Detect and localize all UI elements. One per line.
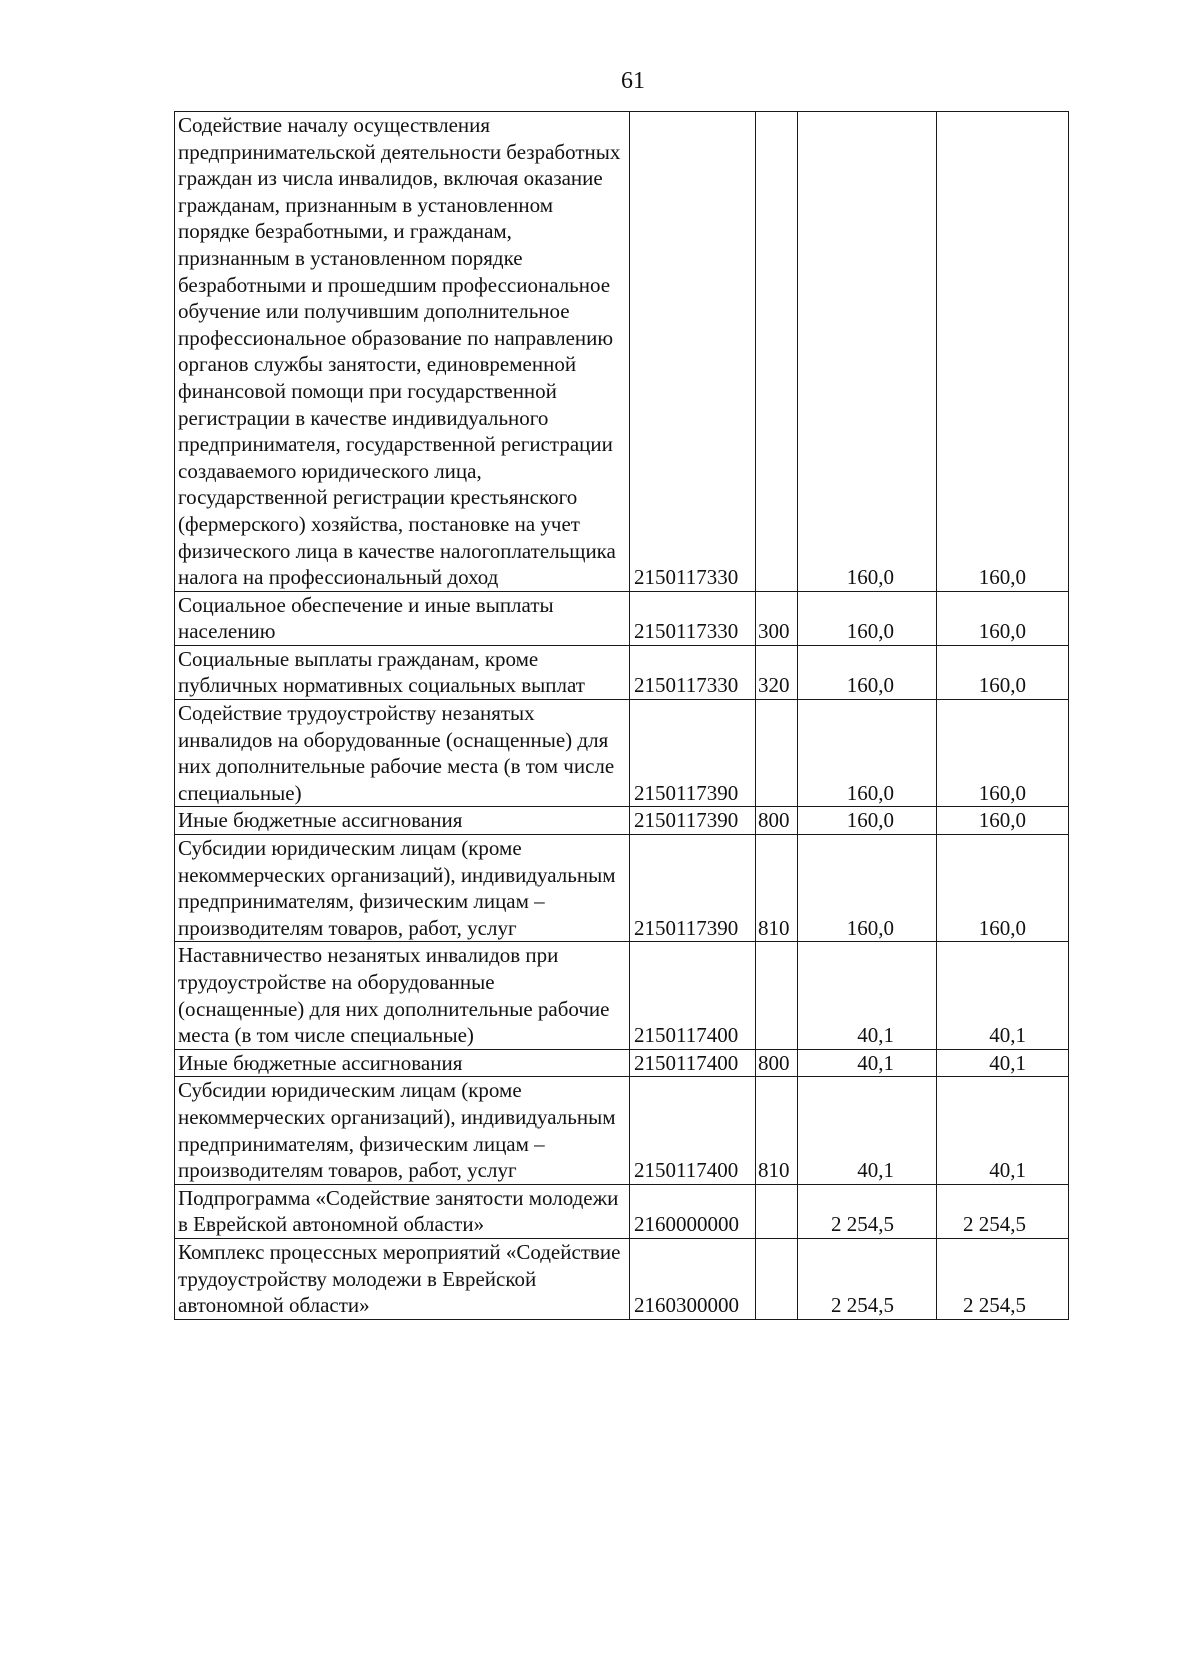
row-value-2-cell: 160,0 xyxy=(937,807,1069,835)
table-row xyxy=(175,835,1069,942)
table-row xyxy=(175,942,1069,1049)
row-name-cell: Социальное обеспечение и иные выплаты населению xyxy=(175,591,630,645)
row-code-cell: 2150117400 xyxy=(630,942,756,1049)
row-value-1-cell: 2 254,5 xyxy=(798,1184,937,1238)
budget-table xyxy=(174,111,1069,1320)
row-value-2-cell: 2 254,5 xyxy=(937,1238,1069,1319)
row-name-cell: Наставничество незанятых инвалидов при трудоустройстве на оборудованные (оснащенные) для них дополнительные рабочие места (в том числе специальные) xyxy=(175,942,630,1049)
row-name-cell: Содействие началу осуществления предпринимательской деятельности безработных граждан из числа инвалидов, включая оказание гражданам, признанным в установленном порядке безработными, и гражданам, признанным в установленном порядке безработными и прошедшим профессиональное обучение или получившим дополнительное профессиональное образование по направлению органов службы занятости, единовременной финансовой помощи при государственной регистрации в качестве индивидуального предпринимателя, государственной регистрации создаваемого юридического лица, государственной регистрации крестьянского (фермерского) хозяйства, постановке на учет физического лица в качестве налогоплательщика налога на профессиональный доход xyxy=(175,112,630,592)
table-row xyxy=(175,645,1069,699)
row-code-cell: 2150117390 xyxy=(630,835,756,942)
row-value-2-cell: 160,0 xyxy=(937,591,1069,645)
row-value-1-cell: 160,0 xyxy=(798,835,937,942)
row-value-1-cell: 2 254,5 xyxy=(798,1238,937,1319)
row-code-cell: 2150117400 xyxy=(630,1049,756,1077)
table-row xyxy=(175,1238,1069,1319)
row-value-2-cell: 160,0 xyxy=(937,112,1069,592)
row-type-cell: 800 xyxy=(756,1049,798,1077)
row-type-cell: 800 xyxy=(756,807,798,835)
row-value-2-cell: 160,0 xyxy=(937,645,1069,699)
row-name-cell: Иные бюджетные ассигнования xyxy=(175,807,630,835)
row-name-cell: Содействие трудоустройству незанятых инвалидов на оборудованные (оснащенные) для них дополнительные рабочие места (в том числе специальные) xyxy=(175,700,630,807)
row-code-cell: 2150117330 xyxy=(630,591,756,645)
row-type-cell: 300 xyxy=(756,591,798,645)
table-row xyxy=(175,591,1069,645)
row-value-1-cell: 160,0 xyxy=(798,807,937,835)
row-type-cell xyxy=(756,942,798,1049)
row-value-2-cell: 2 254,5 xyxy=(937,1184,1069,1238)
row-type-cell xyxy=(756,1238,798,1319)
row-type-cell xyxy=(756,700,798,807)
table-row xyxy=(175,807,1069,835)
row-code-cell: 2150117400 xyxy=(630,1077,756,1184)
row-value-2-cell: 160,0 xyxy=(937,700,1069,807)
row-code-cell: 2150117390 xyxy=(630,807,756,835)
table-row xyxy=(175,700,1069,807)
row-type-cell xyxy=(756,112,798,592)
row-value-1-cell: 160,0 xyxy=(798,112,937,592)
table-row xyxy=(175,1049,1069,1077)
budget-table-body xyxy=(175,112,1069,1320)
row-code-cell: 2150117330 xyxy=(630,645,756,699)
row-value-2-cell: 40,1 xyxy=(937,942,1069,1049)
row-value-2-cell: 160,0 xyxy=(937,835,1069,942)
row-name-cell: Иные бюджетные ассигнования xyxy=(175,1049,630,1077)
table-row xyxy=(175,112,1069,592)
row-name-cell: Комплекс процессных мероприятий «Содействие трудоустройству молодежи в Еврейской автономной области» xyxy=(175,1238,630,1319)
row-name-cell: Социальные выплаты гражданам, кроме публичных нормативных социальных выплат xyxy=(175,645,630,699)
row-value-1-cell: 40,1 xyxy=(798,1049,937,1077)
row-code-cell: 2160000000 xyxy=(630,1184,756,1238)
row-type-cell: 810 xyxy=(756,835,798,942)
page-number: 61 xyxy=(621,68,645,94)
row-code-cell: 2160300000 xyxy=(630,1238,756,1319)
row-code-cell: 2150117330 xyxy=(630,112,756,592)
row-value-1-cell: 40,1 xyxy=(798,1077,937,1184)
row-code-cell: 2150117390 xyxy=(630,700,756,807)
row-value-1-cell: 160,0 xyxy=(798,645,937,699)
row-value-1-cell: 160,0 xyxy=(798,591,937,645)
row-type-cell: 810 xyxy=(756,1077,798,1184)
row-type-cell: 320 xyxy=(756,645,798,699)
row-value-1-cell: 160,0 xyxy=(798,700,937,807)
table-row xyxy=(175,1077,1069,1184)
row-value-2-cell: 40,1 xyxy=(937,1049,1069,1077)
row-value-2-cell: 40,1 xyxy=(937,1077,1069,1184)
row-name-cell: Субсидии юридическим лицам (кроме некоммерческих организаций), индивидуальным предпринимателям, физическим лицам – производителям товаров, работ, услуг xyxy=(175,1077,630,1184)
row-value-1-cell: 40,1 xyxy=(798,942,937,1049)
row-type-cell xyxy=(756,1184,798,1238)
row-name-cell: Подпрограмма «Содействие занятости молодежи в Еврейской автономной области» xyxy=(175,1184,630,1238)
table-row xyxy=(175,1184,1069,1238)
row-name-cell: Субсидии юридическим лицам (кроме некоммерческих организаций), индивидуальным предпринимателям, физическим лицам – производителям товаров, работ, услуг xyxy=(175,835,630,942)
